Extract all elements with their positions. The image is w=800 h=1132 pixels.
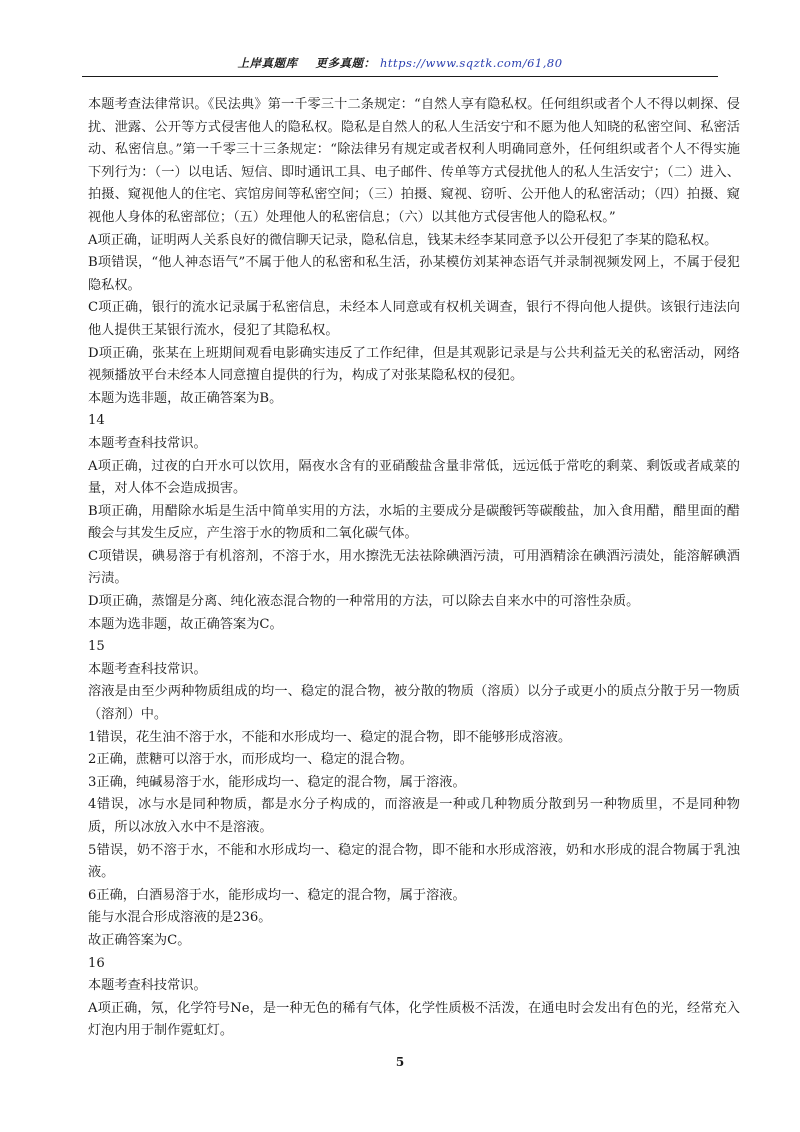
paragraph: A项正确，过夜的白开水可以饮用，隔夜水含有的亚硝酸盐含量非常低，远远低于常吃的剩菜、剩饭或者咸菜的量，对人体不会造成损害。 xyxy=(88,458,740,497)
paragraph: C项错误，碘易溶于有机溶剂，不溶于水，用水擦洗无法祛除碘酒污渍，可用酒精涂在碘酒污渍处，能溶解碘酒污渍。 xyxy=(88,548,740,587)
paragraph: A项正确，证明两人关系良好的微信聊天记录，隐私信息，钱某未经李某同意予以公开侵犯了李某的隐私权。 xyxy=(88,232,718,248)
paragraph: 1错误，花生油不溶于水，不能和水形成均一、稳定的混合物，即不能够形成溶液。 xyxy=(88,729,572,745)
paragraph: B项正确，用醋除水垢是生活中简单实用的方法，水垢的主要成分是碳酸钙等碳酸盐，加入食用醋，醋里面的醋酸会与其发生反应，产生溶于水的物质和二氧化碳气体。 xyxy=(88,503,740,542)
paragraph: 溶液是由至少两种物质组成的均一、稳定的混合物，被分散的物质（溶质）以分子或更小的质点分散于另一物质（溶剂）中。 xyxy=(88,684,740,723)
header-url-link[interactable]: https://www.sqztk.com/61,80 xyxy=(380,56,563,70)
paragraph: 能与水混合形成溶液的是236。 xyxy=(88,910,272,926)
document-body xyxy=(88,94,740,1043)
paragraph: D项正确，张某在上班期间观看电影确实违反了工作纪律，但是其观影记录是与公共利益无关的私密活动，网络视频播放平台未经本人同意擅自提供的行为，构成了对张某隐私权的侵犯。 xyxy=(88,345,740,384)
paragraph: 本题考查法律常识。《民法典》第一千零三十二条规定：“自然人享有隐私权。任何组织或者个人不得以刺探、侵扰、泄露、公开等方式侵害他人的隐私权。隐私是自然人的私人生活安宁和不愿为他人知晓的私密空间、私密活动、私密信息。”第一千零三十三条规定：“除法律另有规定或者权利人明确同意外，任何组织或者个人不得实施下列行为：（一）以电话、短信、即时通讯工具、电子邮件、传单等方式侵扰他人的私人生活安宁；（二）进入、拍摄、窥视他人的住宅、宾馆房间等私密空间；（三）拍摄、窥视、窃听、公开他人的私密活动；（四）拍摄、窥视他人身体的私密部位；（五）处理他人的私密信息；（六）以其他方式侵害他人的隐私权。” xyxy=(88,97,740,225)
answer-line: 故正确答案为C。 xyxy=(88,932,191,948)
answer-line: 本题为选非题，故正确答案为B。 xyxy=(88,390,283,406)
paragraph: 4错误，冰与水是同种物质，都是水分子构成的，而溶液是一种或几种物质分散到另一种物质里，不是同种物质，所以冰放入水中不是溶液。 xyxy=(88,797,740,835)
page-number: 5 xyxy=(395,1055,405,1069)
paragraph: 2正确，蔗糖可以溶于水，而形成均一、稳定的混合物。 xyxy=(88,752,413,768)
question-number: 15 xyxy=(88,639,105,655)
paragraph: C项正确，银行的流水记录属于私密信息，未经本人同意或有权机关调查，银行不得向他人提供。该银行违法向他人提供王某银行流水，侵犯了其隐私权。 xyxy=(88,300,740,338)
paragraph: D项正确，蒸馏是分离、纯化液态混合物的一种常用的方法，可以除去自来水中的可溶性杂质。 xyxy=(88,594,640,610)
topic-line: 本题考查科技常识。 xyxy=(88,661,207,677)
question-number: 14 xyxy=(88,413,105,429)
paragraph: A项正确，氖，化学符号Ne，是一种无色的稀有气体，化学性质极不活泼，在通电时会发出有色的光，经常充入灯泡内用于制作霓虹灯。 xyxy=(88,1000,740,1039)
question-number: 16 xyxy=(88,955,105,971)
paragraph: B项错误，“他人神态语气”不属于他人的私密和私生活，孙某模仿刘某神态语气并录制视频发网上，不属于侵犯隐私权。 xyxy=(88,255,740,293)
topic-line: 本题考查科技常识。 xyxy=(88,978,207,994)
page-header xyxy=(0,55,800,71)
header-divider xyxy=(82,76,718,77)
paragraph: 3正确，纯碱易溶于水，能形成均一、稳定的混合物，属于溶液。 xyxy=(88,774,466,790)
answer-line: 本题为选非题，故正确答案为C。 xyxy=(88,616,283,632)
paragraph: 6正确，白酒易溶于水，能形成均一、稳定的混合物，属于溶液。 xyxy=(88,887,466,903)
header-more-label: 更多真题： xyxy=(315,56,376,70)
paragraph: 5错误，奶不溶于水，不能和水形成均一、稳定的混合物，即不能和水形成溶液，奶和水形成的混合物属于乳浊液。 xyxy=(88,842,740,881)
topic-line: 本题考查科技常识。 xyxy=(88,435,207,451)
header-site-label: 上岸真题库 xyxy=(237,56,298,70)
